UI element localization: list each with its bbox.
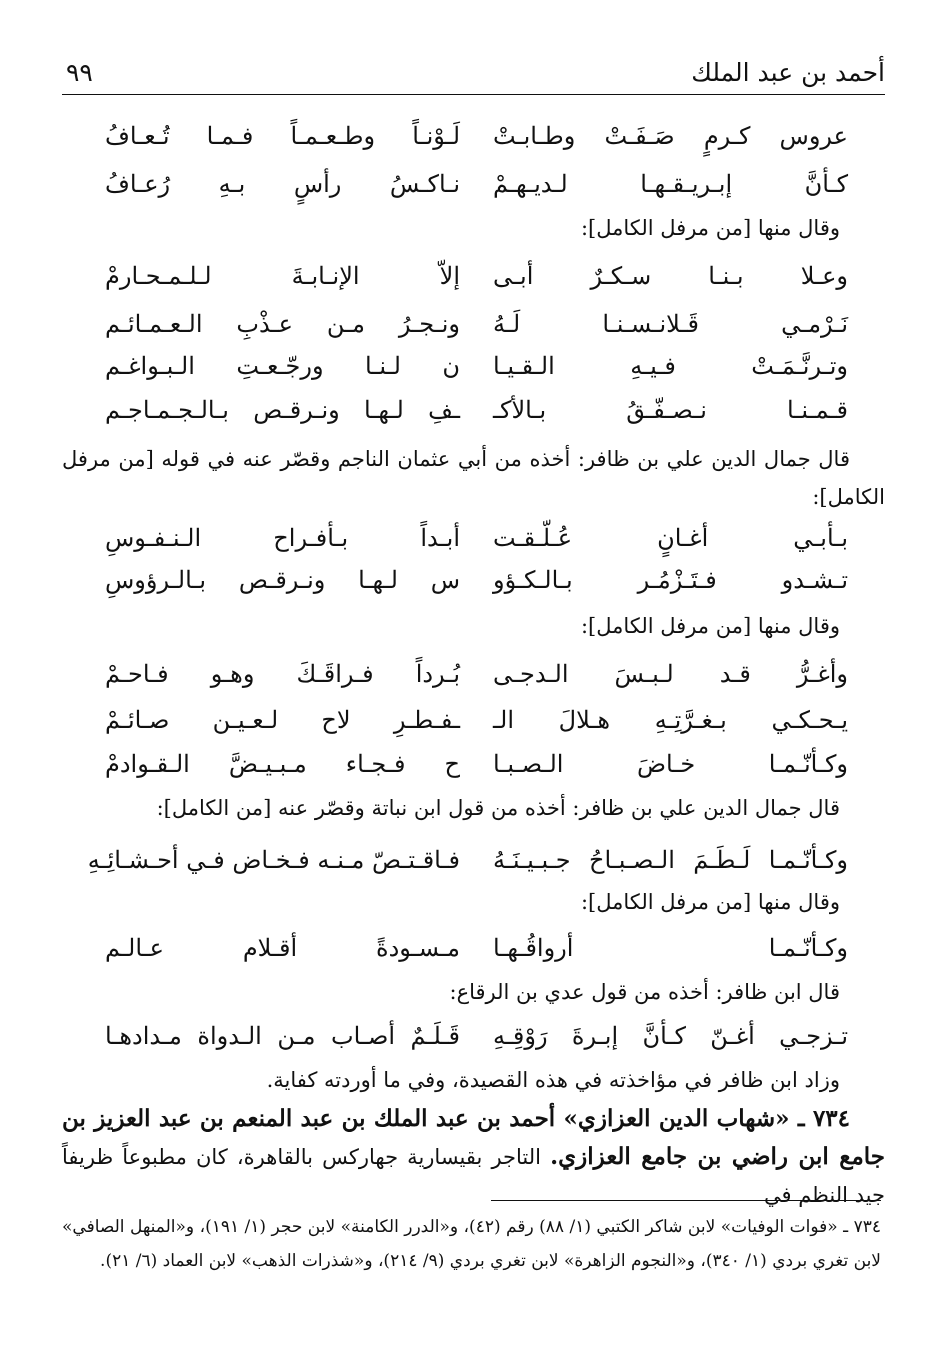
page-number: ٩٩ [66, 58, 93, 87]
entry-text: التاجر بقيسارية جهاركس بالقاهرة، كان مطبوعاً ظريفاً جيد النظم في [62, 1145, 885, 1207]
intro-line: قال جمال الدين علي بن ظافر: أخذه من قول ابن نباتة وقصّر عنه [من الكامل]: [156, 796, 840, 820]
hemistich-first: قـمـنـا نـصـفّـقُ بـالأكـ [493, 396, 848, 424]
hemistich-second: ـفـطـرِ لاح لـعـيـن صـائـمْ [105, 706, 460, 734]
hemistich-first: عروس كـرمٍ صَـفَـتْ وطـابـتْ [493, 122, 848, 150]
hemistich-second: قَـلَـمٌ أصـاب مـن الـدواة مـدادهـا [105, 1022, 460, 1050]
hemistich-first: نَـرْمـي قَـلانـسـنـا لَـهُ [493, 310, 848, 338]
hemistich-first: وكـأنّـمـا أرواقُـهـا [493, 934, 848, 962]
hemistich-first: وتـرنَّـمَـتْ فـيـهِ الـقـيـا [493, 352, 848, 380]
closing-line: وزاد ابن ظافر في مؤاخذته في هذه القصيدة، وفي ما أوردته كفاية. [266, 1068, 840, 1092]
hemistich-second: فـاقـتـصّ مـنـه فـخـاض فـي أحـشـائِـهِ [87, 846, 460, 874]
hemistich-second: ن لـنـا ورجّـعـتِ الـبـواغـم [105, 352, 460, 380]
hemistich-first: تـشـدو فـتَـزْمُـر بـالـكـؤو [493, 566, 848, 594]
hemistich-first: وكـأنّـمـا خـاضَ الـصـبـا [493, 750, 848, 778]
hemistich-second: بُـرداً فـراقَـكَ وهـو فـاحـمْ [105, 660, 460, 688]
hemistich-second: لَـوْنـاً وطـعـمـاً فـمـا تُـعـافُ [105, 122, 460, 150]
intro-line: وقال منها [من مرفل الكامل]: [580, 216, 840, 240]
hemistich-first: يـحـكـي بـغـرَّتِـهِ هـلالَ الـ [493, 706, 848, 734]
hemistich-first: وكـأنّـمـا لَـطَـمَ الـصـبـاحُ جـبـيـنَـهُ [493, 846, 848, 874]
hemistich-second: ونـجـرُ مـن عـذْبِ الـعـمـائـم [105, 310, 460, 338]
hemistich-second: أبـداً بـأفـراح الـنـفـوسِ [105, 524, 460, 552]
running-title: أحمد بن عبد الملك [691, 58, 885, 87]
intro-line: وقال منها [من مرفل الكامل]: [580, 890, 840, 914]
hemistich-second: ح فـجـاء مـبـيـضَّ الـقـوادمْ [105, 750, 460, 778]
commentary-paragraph: قال جمال الدين علي بن ظافر: أخذه من أبي عثمان الناجم وقصّر عنه في قوله [من مرفل الكامل]: [62, 447, 885, 509]
hemistich-second: مـسـودةً أقـلام عـالـم [105, 934, 460, 962]
entry-heading: ٧٣٤ ـ «شهاب الدين العزازي» أحمد بن عبد الملك بن عبد المنعم بن عبد العزيز بن جامع ابن راضي بن جامع العزازي. [62, 1105, 885, 1170]
hemistich-second: إلاّ الإنـابـةَ لـلـمـحـارمْ [105, 262, 460, 290]
hemistich-first: تـزجـي أغـنّ كـأنَّ إبـرةَ رَوْقِـهِ [493, 1022, 848, 1050]
running-header [62, 52, 885, 95]
hemistich-first: كـأنَّ إبـريـقـهـا لـديـهـمْ [493, 170, 848, 198]
intro-line: وقال منها [من مرفل الكامل]: [580, 614, 840, 638]
biography-entry [62, 1100, 885, 1214]
footnote: ٧٣٤ ـ «فوات الوفيات» لابن شاكر الكتبي (١/ ٨٨) رقم (٤٢)، و«الدرر الكامنة» لابن حجر (١/ ١٩١)، و«المنهل الصافي» لابن تغري بردي (١/ ٣٤٠)، و«النجوم الزاهرة» لابن تغري بردي (٩/ ٢١٤)، و«شذرات الذهب» لابن العماد (٦/ ٢١). [62, 1217, 881, 1271]
hemistich-first: بـأبـي أغـانٍ عُـلّـقـت [493, 524, 848, 552]
hemistich-second: ـفِ لـهـا ونـرقـص بـالـجـمـاجـم [105, 396, 460, 424]
hemistich-first: وأغـرُّ قـد لـبـسَ الـدجـى [493, 660, 848, 688]
hemistich-first: وعـلا بـنـا سـكـرٌ أبـى [493, 262, 848, 290]
hemistich-second: نـاكـسُ رأسٍ بـهِ رُعـافُ [105, 170, 460, 198]
hemistich-second: س لـهـا ونـرقـص بـالـرؤوسِ [105, 566, 460, 594]
intro-line: قال ابن ظافر: أخذه من قول عدي بن الرقاع: [449, 980, 840, 1004]
footnote-rule [491, 1200, 881, 1201]
